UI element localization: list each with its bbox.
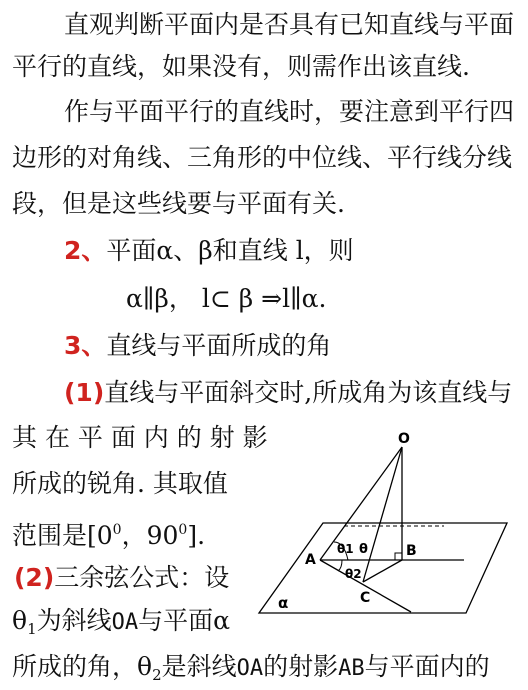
sub-2-line-1 <box>14 563 229 593</box>
sub-2-text-3: 与平面α <box>138 606 231 635</box>
item-3-title: 直线与平面所成的角 <box>106 331 332 360</box>
label-o: O <box>398 431 410 447</box>
sub-2-text-6: 的射影 <box>263 652 339 681</box>
sub-2-text-5: 是斜线 <box>161 652 237 681</box>
sub-2-line-2 <box>12 606 230 644</box>
sub-1-line-3: 所成的锐角. 其取值 <box>12 469 228 498</box>
label-theta1: θ1 <box>337 542 354 556</box>
sub-2-text-1: 三余弦公式：设 <box>54 563 230 592</box>
label-c: C <box>360 590 371 606</box>
ab-label: AB <box>338 656 365 681</box>
paragraph-1-line-1: 直观判断平面内是否具有已知直线与平面 <box>64 10 515 39</box>
item-2-statement <box>64 236 354 266</box>
sub-1-text-1: 直线与平面斜交时,所成角为该直线与 <box>104 378 513 407</box>
range-degree-2: 0 <box>178 522 188 538</box>
plane-alpha <box>259 523 507 613</box>
sub-1-marker: (1) <box>64 378 105 407</box>
geometry-diagram <box>256 420 528 640</box>
oa-label-2: OA <box>236 656 264 681</box>
paragraph-2-line-3: 段，但是这些线要与平面有关. <box>12 189 345 218</box>
item-2-formula: α∥β， l⊂ β ⇒l∥α. <box>126 284 327 313</box>
sub-2-marker: (2) <box>14 563 55 592</box>
sub-2-text-7: 与平面内的 <box>364 652 490 681</box>
label-a: A <box>305 552 316 568</box>
paragraph-1-line-2: 平行的直线，如果没有，则需作出该直线. <box>12 52 470 81</box>
paragraph-2-line-2: 边形的对角线、三角形的中位线、平行线分线 <box>12 143 513 172</box>
theta-1: θ <box>12 606 28 635</box>
sub-1-line-1 <box>64 378 512 408</box>
range-suffix: ]. <box>187 521 206 550</box>
item-3-heading <box>64 331 331 361</box>
theta-2-subscript: 2 <box>152 666 162 684</box>
sub-2-text-2: 为斜线 <box>36 606 112 635</box>
right-angle-mark <box>395 553 402 560</box>
paragraph-2-line-1: 作与平面平行的直线时，要注意到平行四 <box>64 97 515 126</box>
sub-1-line-2: 其 在 平 面 内 的 射 影 <box>12 423 268 452</box>
range-degree-1: 0 <box>112 522 122 538</box>
item-3-number: 3、 <box>64 331 107 360</box>
item-2-text: 平面α、β和直线 l，则 <box>106 236 354 265</box>
line-o-c <box>363 447 402 582</box>
sub-2-line-3 <box>12 652 490 690</box>
label-theta: θ <box>359 542 368 557</box>
label-theta2: θ2 <box>345 567 362 581</box>
sub-1-range <box>12 515 205 551</box>
oa-label: OA <box>111 610 139 635</box>
sub-2-text-4: 所成的角，θ <box>12 652 153 681</box>
label-alpha: α <box>278 594 289 612</box>
angle-arc-2 <box>338 560 342 571</box>
item-2-number: 2、 <box>64 236 107 265</box>
range-mid: ，90 <box>121 521 179 550</box>
label-b: B <box>406 543 417 559</box>
range-prefix: 范围是[0 <box>12 521 113 550</box>
theta-1-subscript: 1 <box>27 620 37 638</box>
